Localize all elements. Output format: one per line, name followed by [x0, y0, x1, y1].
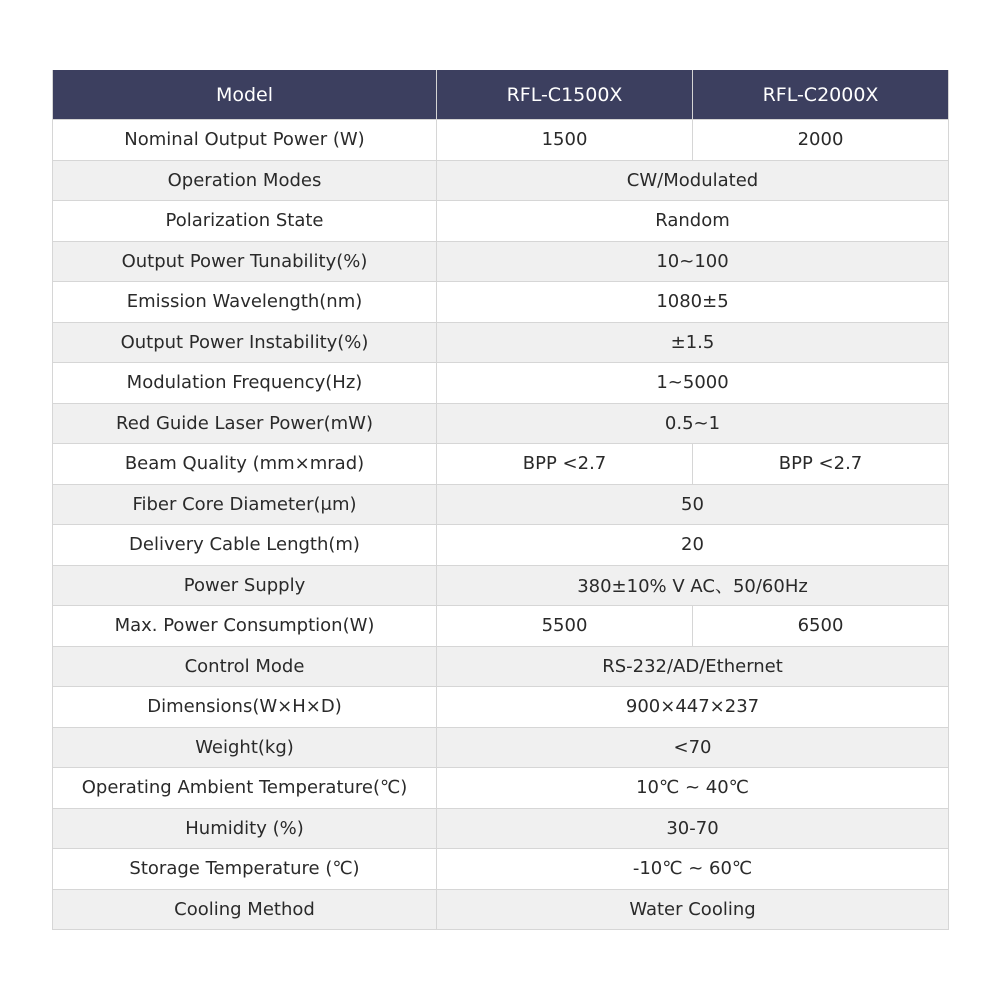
spec-table — [52, 70, 949, 930]
header-model-b: RFL-C2000X — [693, 70, 949, 120]
row-value-model-a: 1500 — [437, 120, 693, 161]
table-row — [53, 444, 949, 485]
row-value: Random — [437, 201, 949, 242]
row-value: 30-70 — [437, 808, 949, 849]
table-row — [53, 322, 949, 363]
row-label: Emission Wavelength(nm) — [53, 282, 437, 323]
row-label: Dimensions(W×H×D) — [53, 687, 437, 728]
row-value: RS-232/AD/Ethernet — [437, 646, 949, 687]
header-model-label: Model — [53, 70, 437, 120]
table-row — [53, 484, 949, 525]
row-value: 1~5000 — [437, 363, 949, 404]
row-label: Nominal Output Power (W) — [53, 120, 437, 161]
table-row — [53, 120, 949, 161]
table-row — [53, 727, 949, 768]
row-label: Storage Temperature (℃) — [53, 849, 437, 890]
row-label: Cooling Method — [53, 889, 437, 930]
row-value: 0.5~1 — [437, 403, 949, 444]
row-value-model-b: BPP <2.7 — [693, 444, 949, 485]
header-model-a: RFL-C1500X — [437, 70, 693, 120]
spec-table-header — [53, 70, 949, 120]
row-value: -10℃ ~ 60℃ — [437, 849, 949, 890]
row-label: Control Mode — [53, 646, 437, 687]
row-value: 900×447×237 — [437, 687, 949, 728]
table-row — [53, 565, 949, 606]
row-label: Delivery Cable Length(m) — [53, 525, 437, 566]
row-value: ±1.5 — [437, 322, 949, 363]
row-label: Max. Power Consumption(W) — [53, 606, 437, 647]
table-row — [53, 606, 949, 647]
row-value-model-b: 6500 — [693, 606, 949, 647]
table-row — [53, 808, 949, 849]
table-row — [53, 363, 949, 404]
row-label: Power Supply — [53, 565, 437, 606]
table-row — [53, 646, 949, 687]
row-label: Operating Ambient Temperature(℃) — [53, 768, 437, 809]
header-row — [53, 70, 949, 120]
row-value-model-a: BPP <2.7 — [437, 444, 693, 485]
row-value: Water Cooling — [437, 889, 949, 930]
row-value: 20 — [437, 525, 949, 566]
table-row — [53, 403, 949, 444]
row-label: Fiber Core Diameter(μm) — [53, 484, 437, 525]
table-row — [53, 160, 949, 201]
table-row — [53, 241, 949, 282]
row-value: 10~100 — [437, 241, 949, 282]
table-row — [53, 687, 949, 728]
table-row — [53, 889, 949, 930]
row-label: Humidity (%) — [53, 808, 437, 849]
table-row — [53, 282, 949, 323]
row-label: Output Power Tunability(%) — [53, 241, 437, 282]
table-row — [53, 525, 949, 566]
row-label: Operation Modes — [53, 160, 437, 201]
row-label: Red Guide Laser Power(mW) — [53, 403, 437, 444]
row-value: 10℃ ~ 40℃ — [437, 768, 949, 809]
spec-table-body — [53, 120, 949, 930]
table-row — [53, 768, 949, 809]
row-label: Weight(kg) — [53, 727, 437, 768]
row-value-model-b: 2000 — [693, 120, 949, 161]
row-label: Polarization State — [53, 201, 437, 242]
row-value-model-a: 5500 — [437, 606, 693, 647]
row-value: <70 — [437, 727, 949, 768]
row-label: Beam Quality (mm×mrad) — [53, 444, 437, 485]
table-row — [53, 849, 949, 890]
row-value: 1080±5 — [437, 282, 949, 323]
table-row — [53, 201, 949, 242]
row-value: CW/Modulated — [437, 160, 949, 201]
row-value: 50 — [437, 484, 949, 525]
row-label: Modulation Frequency(Hz) — [53, 363, 437, 404]
row-label: Output Power Instability(%) — [53, 322, 437, 363]
row-value: 380±10% V AC、50/60Hz — [437, 565, 949, 606]
